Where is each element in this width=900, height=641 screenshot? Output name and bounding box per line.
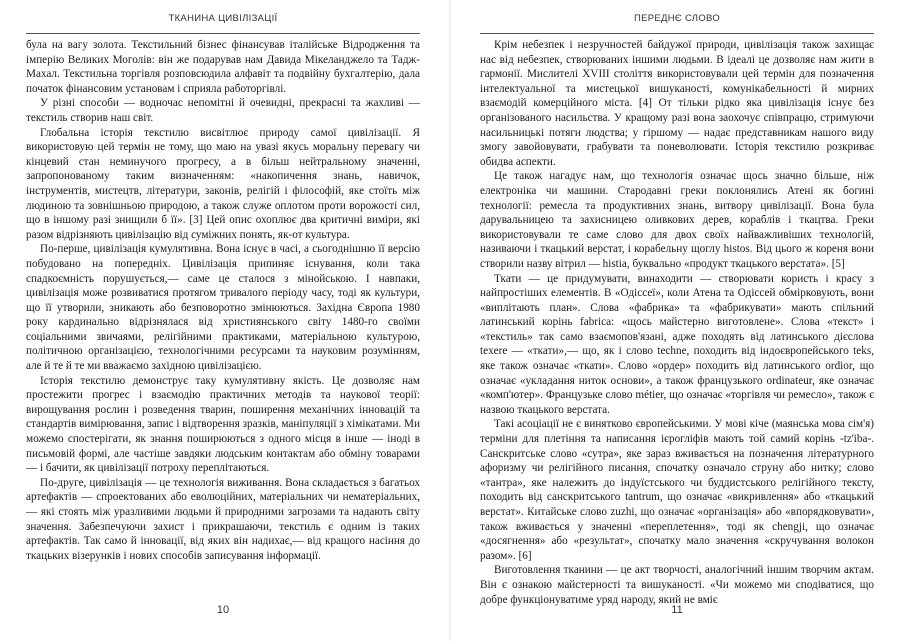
paragraph: По-перше, цивілізація кумулятивна. Вона існує в часі, а сьогоднішню її версію побудовано на попередніх. Цивілізація припиняє існування, коли така спадкоємність порушується,— саме це сталося з мінойською. І навпаки, цивілізація може розвиватися протягом тривалого періоду часу, тоді як культури, що її утворили, зникають або безповоротно змінюються. Західна Європа 1980 року кардинально відрізнялася від християнського світу 1480-го своїми соціальними звичаями, релігійними практиками, матеріальною культурою, політичною організацією, технологічними ресурсами та науковим розумінням, але й те й те ми вважаємо західною цивілізацією.: [26, 243, 420, 373]
paragraph: По-друге, цивілізація — це технологія виживання. Вона складається з багатьох артефактів — спроектованих або еволюційних, матеріальних чи нематеріальних,— які стоять між уразливими людьми й природними загрозами та надають світу значення. Забезпечуючи захист і прикрашаючи, текстиль є одним із таких артефактів. Так само й інновації, від яких він надихає,— від кращого насіння до ткацьких візерунків і нових способів записування інформації.: [26, 476, 420, 562]
paragraph: Історія текстилю демонструє таку кумулятивну якість. Це дозволяє нам простежити прогрес і взаємодію практичних методів та наукової теорії: вирощування рослин і розведення тварин, поширення механічних інновацій та стандартів вимірювання, запис і відтворення зразків, маніпуляції з хімікатами. Ми можемо спостерігати, як знання поширюються з одного місця в інше — іноді в письмовій формі, але частіше завдяки людським контактам або обміну товарами — і бачити, як цивілізації потроху переплітаються.: [26, 374, 420, 475]
paragraph: Крім небезпек і незручностей байдужої природи, цивілізація також захищає нас від небезпек, створюваних іншими людьми. В ідеалі це дозволяє нам жити в гармонії. Мислителі XVIII століття використовували цей термін для позначення інтелектуальної та мистецької вишуканості, комунікабельності й мирних взаємодій комерційного міста. [4] От тільки рідко яка цивілізація існує без організованого насильства. У кращому разі вона заохочує співпрацю, стримуючи насильницькі потяги людства; у гіршому — надає представникам нашого виду змогу завойовувати, грабувати та поневолювати. Історія текстилю розкриває обидва аспекти.: [480, 39, 874, 168]
paragraph: Ткати — це придумувати, винаходити — створювати користь і красу з найпростіших елементів. В «Одіссеї», коли Атена та Одіссей обмірковують, вони «виплітають план». Слова «фабрика» та «фабрикувати» мають спільний латинський корінь fabrica: «щось майстерно виготовлене». Слова «текст» і «текстиль» так само взаємопов'язані, адже походять від латинського дієслова texere — «ткати»,— що, як і слово techne, походить від індоєвропейського teks, яке також означає «ткати». Слово «ордер» походить від латинського ordior, що означає «укладання ниток основи», а також французького ordinateur, яке означає «комп'ютер». Французьке слово métier, що означає «торгівля чи ремесло», також є назвою ткацького верстата.: [480, 272, 874, 416]
page-number-right: 11: [671, 604, 683, 616]
header-rule-right: [480, 33, 874, 34]
paragraph: Глобальна історія текстилю висвітлює природу самої цивілізації. Я використовую цей термін не тому, що маю на увазі якусь моральну перевагу чи кінцевий стан неминучого прогресу, а в більш нейтральному значенні, запропонованому таким визначенням: «накопичення знань, навичок, інструментів, мистецтв, літератури, законів, релігій і філософій, яке стоїть між людиною та зовнішньою природою, а також служе оплотом проти ворожості сил, що в іншому разі знищили б її». [3] Цей опис охоплює два критичні виміри, які разом відрізняють цивілізацію від суміжних понять, як-от культура.: [26, 126, 420, 241]
header-rule-left: [26, 33, 420, 34]
paragraph: Виготовлення тканини — це акт творчості, аналогічний іншим творчим актам. Він є ознакою майстерності та вишуканості. «Чи можемо ми сподіватися, що добре функціонуватиме уряд народу, який не вміє: [480, 564, 874, 606]
paragraph: Такі асоціації не є винятково європейськими. У мові кіче (маянська мова сім'я) терміни для плетіння та написання ієрогліфів мають той самий корінь -tz'iba-. Санскритське слово «сутра», яке зараз вживається на позначення літературного афоризму чи релігійного писання, спочатку означало струну або нитку; слово «тантра», яке належить до індуїстського чи буддистського релігійного тексту, походить від санскритського tantrum, що означає «викривлення» або «ткацький верстат». Китайське слово zuzhi, що означає «організація» або «впорядковувати», також вживається у значенні «переплетення», тоді як chengji, що означає «досягнення» або «результат», спочатку мало значення «скручування волокон разом». [6]: [480, 418, 874, 562]
page-number-left: 10: [216, 604, 230, 616]
paragraph: була на вагу золота. Текстильний бізнес фінансував італійське Відродження та імперію Великих Моголів: він же подарував нам Давида Мікеланджело та Тадж-Махал. Текстильна торгівля розповсюдила алфавіт та подвійну бухгалтерію, дала початок фінансовим установам і сприяла работоргівлі.: [26, 39, 420, 95]
right-page: [450, 0, 900, 641]
running-head-right: ПЕРЕДНЄ СЛОВО: [633, 13, 721, 24]
body-text-right: [480, 38, 874, 606]
paragraph: Це також нагадує нам, що технологія означає щось значно більше, ніж електроніка чи машини. Стародавні греки поклонялись Атені як богині технології: ремесла та продуктивних знань, витвору цивілізації. Вона була дарувальницею та захисницею оливкових дерев, кораблів і ткацтва. Греки використовували те саме слово для двох своїх найважливіших технологій, називаючи і ткацький верстат, і корабельну щоглу histos. Від цього ж кореня вони створили назву вітрил — histia, буквально «продукт ткацького верстата». [5]: [480, 170, 874, 270]
running-head-left: ТКАНИНА ЦИВІЛІЗАЦІЇ: [168, 13, 278, 24]
paragraph: У різні способи — водночас непомітні й очевидні, прекрасні та жахливі — текстиль створив наш світ.: [26, 97, 420, 124]
body-text-left: [26, 38, 420, 598]
